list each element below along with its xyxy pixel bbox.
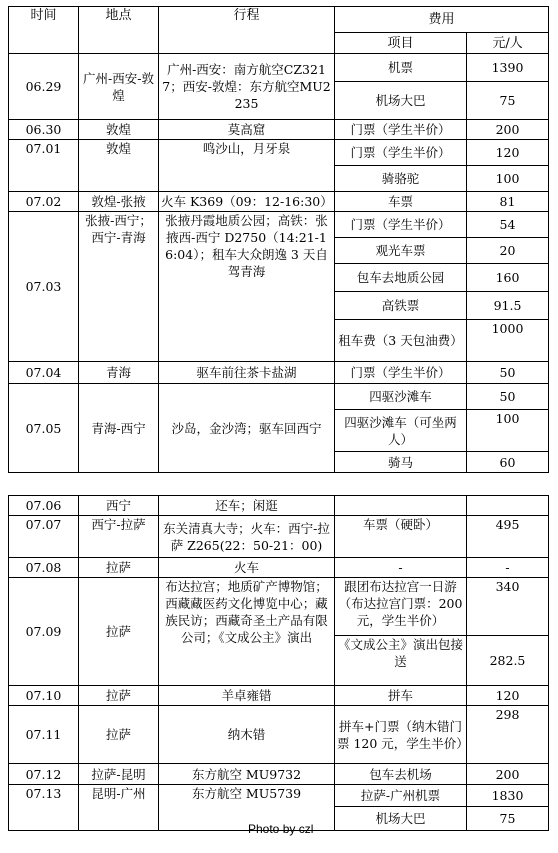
row-location: 广州-西安-敦煌 (79, 54, 159, 120)
row-plan: 火车 K369（09：12-16:30） (159, 192, 335, 212)
row-location: 西宁 (79, 496, 159, 516)
cost-price: 200 (467, 764, 549, 785)
header-unit: 元/人 (467, 33, 549, 54)
cost-price: 54 (467, 212, 549, 238)
header-cost: 费用 (335, 7, 549, 33)
cost-item: 机票 (335, 54, 467, 82)
row-date: 07.12 (9, 764, 79, 785)
row-date: 07.01 (9, 140, 79, 192)
cost-price: 100 (467, 410, 549, 452)
row-location: 拉萨 (79, 558, 159, 578)
cost-item: 车票（硬卧） (335, 516, 467, 558)
row-date: 07.08 (9, 558, 79, 578)
row-date: 07.05 (9, 384, 79, 473)
cost-price: - (467, 558, 549, 578)
header-location: 地点 (79, 7, 159, 54)
row-plan: 布达拉宫；地质矿产博物馆；西藏藏医药文化博览中心；藏族民访；西藏奇圣土产品有限公司；《文成公主》演出 (159, 578, 335, 686)
cost-item: 高铁票 (335, 292, 467, 320)
cost-item: 门票（学生半价） (335, 120, 467, 140)
row-date: 07.13 (9, 785, 79, 831)
row-date: 07.02 (9, 192, 79, 212)
row-date: 07.06 (9, 496, 79, 516)
cost-price (467, 496, 549, 516)
cost-item: 机场大巴 (335, 82, 467, 120)
cost-item: 机场大巴 (335, 807, 467, 831)
row-date: 07.07 (9, 516, 79, 558)
row-location: 昆明-广州 (79, 785, 159, 831)
cost-item: 门票（学生半价） (335, 212, 467, 238)
itinerary-table-part1 (8, 6, 549, 473)
cost-price: 282.5 (467, 636, 549, 686)
cost-price: 298 (467, 706, 549, 764)
cost-item: 包车去机场 (335, 764, 467, 785)
row-date: 06.29 (9, 54, 79, 120)
row-plan: 火车 (159, 558, 335, 578)
row-location: 拉萨-昆明 (79, 764, 159, 785)
cost-price: 120 (467, 140, 549, 166)
row-plan: 沙岛，金沙湾；驱车回西宁 (159, 384, 335, 473)
cost-item: 门票（学生半价） (335, 362, 467, 384)
cost-price: 1000 (467, 320, 549, 362)
row-location: 拉萨 (79, 686, 159, 706)
cost-price: 160 (467, 264, 549, 292)
row-location: 青海-西宁 (79, 384, 159, 473)
cost-price: 100 (467, 166, 549, 192)
cost-price: 50 (467, 362, 549, 384)
cost-item: 包车去地质公园 (335, 264, 467, 292)
itinerary-table-part2 (8, 495, 549, 831)
cost-item: 跟团布达拉宫一日游（布达拉宫门票：200 元，学生半价） (335, 578, 467, 636)
cost-item: 骑骆驼 (335, 166, 467, 192)
row-location: 拉萨 (79, 578, 159, 686)
row-plan: 羊卓雍错 (159, 686, 335, 706)
row-date: 07.11 (9, 706, 79, 764)
cost-price: 1390 (467, 54, 549, 82)
cost-price: 91.5 (467, 292, 549, 320)
row-date: 06.30 (9, 120, 79, 140)
row-plan: 东方航空 MU5739 (159, 785, 335, 831)
row-location: 拉萨 (79, 706, 159, 764)
row-plan: 还车；闲逛 (159, 496, 335, 516)
row-plan: 鸣沙山，月牙泉 (159, 140, 335, 192)
row-location: 敦煌-张掖 (79, 192, 159, 212)
cost-price: 20 (467, 238, 549, 264)
cost-price: 60 (467, 452, 549, 473)
row-date: 07.09 (9, 578, 79, 686)
row-location: 青海 (79, 362, 159, 384)
row-location: 张掖-西宁；西宁-青海 (79, 212, 159, 362)
cost-item: - (335, 558, 467, 578)
cost-item: 租车费（3 天包油费） (335, 320, 467, 362)
cost-price: 81 (467, 192, 549, 212)
cost-price: 1830 (467, 785, 549, 807)
row-location: 敦煌 (79, 120, 159, 140)
header-item: 项目 (335, 33, 467, 54)
cost-price: 200 (467, 120, 549, 140)
row-plan: 莫高窟 (159, 120, 335, 140)
row-plan: 张掖丹霞地质公园；高铁：张掖西-西宁 D2750（14:21-16:04）；租车大众朗逸 3 天自驾青海 (159, 212, 335, 362)
cost-item: 门票（学生半价） (335, 140, 467, 166)
row-date: 07.03 (9, 212, 79, 362)
row-plan: 东关清真大寺；火车：西宁-拉萨 Z265(22：50-21：00) (159, 516, 335, 558)
header-time: 时间 (9, 7, 79, 54)
row-date: 07.10 (9, 686, 79, 706)
row-plan: 广州-西安：南方航空CZ3217；西安-敦煌：东方航空MU2235 (159, 54, 335, 120)
row-plan: 东方航空 MU9732 (159, 764, 335, 785)
cost-item: 车票 (335, 192, 467, 212)
cost-item: 拼车+门票（纳木错门票 120 元，学生半价） (335, 706, 467, 764)
cost-item: 四驱沙滩车 (335, 384, 467, 410)
cost-price: 120 (467, 686, 549, 706)
header-itinerary: 行程 (159, 7, 335, 54)
cost-price: 75 (467, 807, 549, 831)
cost-price: 50 (467, 384, 549, 410)
row-location: 西宁-拉萨 (79, 516, 159, 558)
cost-item: 骑马 (335, 452, 467, 473)
row-plan: 驱车前往茶卡盐湖 (159, 362, 335, 384)
cost-item: 四驱沙滩车（可坐两人） (335, 410, 467, 452)
row-plan: 纳木错 (159, 706, 335, 764)
row-location: 敦煌 (79, 140, 159, 192)
photo-credit: Photo by czl (248, 822, 314, 836)
cost-item: 观光车票 (335, 238, 467, 264)
row-date: 07.04 (9, 362, 79, 384)
cost-item: 拼车 (335, 686, 467, 706)
cost-item: 《文成公主》演出包接送 (335, 636, 467, 686)
cost-price: 495 (467, 516, 549, 558)
cost-item (335, 496, 467, 516)
cost-item: 拉萨-广州机票 (335, 785, 467, 807)
cost-price: 340 (467, 578, 549, 636)
cost-price: 75 (467, 82, 549, 120)
